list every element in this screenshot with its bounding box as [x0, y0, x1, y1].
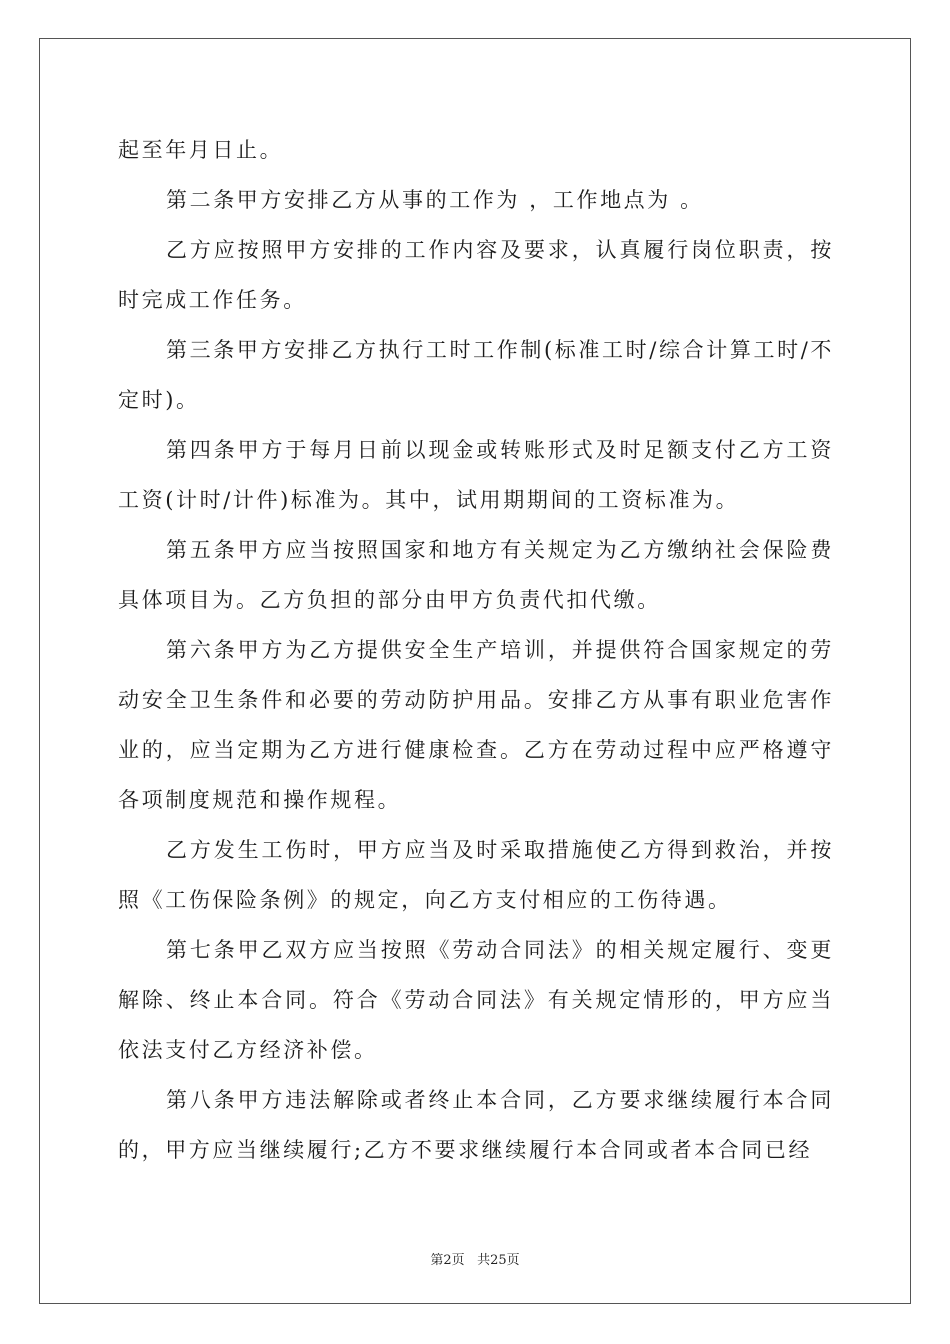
page-footer: [0, 1249, 950, 1268]
paragraph: 第四条甲方于每月日前以现金或转账形式及时足额支付乙方工资工资(计时/计件)标准为。其中，试用期期间的工资标准为。: [118, 438, 834, 512]
document-body: [118, 125, 834, 1175]
paragraph: 乙方应按照甲方安排的工作内容及要求，认真履行岗位职责，按时完成工作任务。: [118, 238, 834, 312]
total-pages: 共25页: [477, 1253, 520, 1268]
paragraph: 乙方发生工伤时，甲方应当及时采取措施使乙方得到救治，并按照《工伤保险条例》的规定，向乙方支付相应的工伤待遇。: [118, 838, 834, 912]
paragraph: 第三条甲方安排乙方执行工时工作制(标准工时/综合计算工时/不定时)。: [118, 338, 834, 412]
paragraph: 第五条甲方应当按照国家和地方有关规定为乙方缴纳社会保险费具体项目为。乙方负担的部分由甲方负责代扣代缴。: [118, 538, 834, 612]
page-number: 第2页: [430, 1253, 465, 1268]
footer-spacer: [465, 1253, 477, 1268]
paragraph: 第七条甲乙双方应当按照《劳动合同法》的相关规定履行、变更解除、终止本合同。符合《劳动合同法》有关规定情形的，甲方应当依法支付乙方经济补偿。: [118, 938, 834, 1062]
paragraph: 起至年月日止。: [118, 138, 284, 162]
paragraph: 第二条甲方安排乙方从事的工作为 ，工作地点为 。: [166, 188, 704, 212]
paragraph: 第六条甲方为乙方提供安全生产培训，并提供符合国家规定的劳动安全卫生条件和必要的劳动防护用品。安排乙方从事有职业危害作业的，应当定期为乙方进行健康检查。乙方在劳动过程中应严格遵守各项制度规范和操作规程。: [118, 638, 834, 812]
paragraph: 第八条甲方违法解除或者终止本合同，乙方要求继续履行本合同的，甲方应当继续履行;乙方不要求继续履行本合同或者本合同已经: [118, 1088, 834, 1162]
